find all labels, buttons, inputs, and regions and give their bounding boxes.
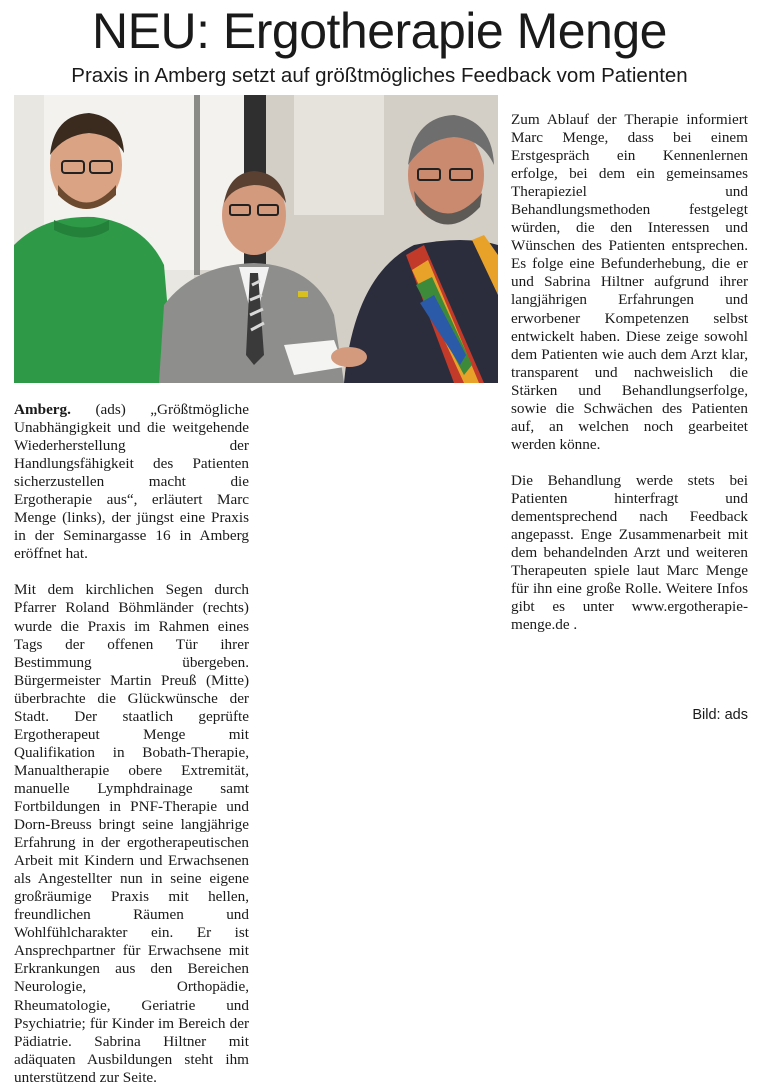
paragraph-treatment: Die Behandlung werde stets bei Patienten hinterfragt und dementsprechend nach Feedback angepasst. Enge Zusammenarbeit mit dem behandelnden Arzt und weiteren Therapeuten spiele laut Marc Menge für ihn eine große Rolle. Weitere Infos gibt es unter www.ergotherapie-menge.de . [511,471,748,634]
article-column-1 [14,401,249,1087]
intro-text: (ads) „Größtmögliche Unabhängigkeit und die weitgehende Wiederherstellung der Handlungsfähigkeit des Patienten sicherzustellen macht die Ergotherapie aus“, erläutert Marc Menge (links), der jüngst eine Praxis in der Seminargasse 16 in Amberg eröffnet hat. [14,401,249,563]
article-column-3 [511,93,748,634]
paragraph-intro [14,401,249,563]
subheadline: Praxis in Amberg setzt auf größtmögliches Feedback vom Patienten [71,64,688,87]
paragraph-blessing: Mit dem kirchlichen Segen durch Pfarrer Roland Böhmländer (rechts) wurde die Praxis im Rahmen eines Tags der offenen Tür ihrer Bestimmung übergeben. Bürgermeister Martin Preuß (Mitte) überbrachte die Glückwünsche der Stadt. Der staatlich geprüfte Ergotherapeut Menge mit Qualifikation in Bobath-Therapie, Manualtherapie obere Extremität, manuelle Lymphdrainage samt Fortbildungen in PNF-Therapie und Dorn-Breuss bringt seine langjährige Erfahrung in der ergotherapeutischen Arbeit mit Kindern und Erwachsenen als Angestellter nun in seine eigene großräumige Praxis mit hellen, freundlichen Räumen und Wohlfühlcharakter ein. Er ist Ansprechpartner für Erwachsene mit Erkrankungen aus den Bereichen Neurologie, Orthopädie, Rheumatologie, Geriatrie und Psychiatrie; für Kinder im Bereich der Pädiatrie. Sabrina Hiltner mit adäquaten Ausbildungen steht ihm unterstützend zur Seite. [14,581,249,1086]
article-photo [14,95,498,383]
dateline: Amberg. [14,401,71,418]
paragraph-therapy-process: Zum Ablauf der Therapie informiert Marc Menge, dass bei einem Erstgespräch ein Kennenlernen erfolge, bei dem ein gemeinsames Therapieziel und Behandlungsmethoden festgelegt würden, die den Interessen und Wünschen des Patienten entsprechen. Es folge eine Befunderhebung, die er und Sabrina Hiltner aufgrund ihrer langjährigen Erfahrungen und erworbener Kompetenzen selbst entwickelt haben. Diese zeige sowohl dem Patienten wie auch dem Arzt klar, transparent und nachweislich die Stärken und Behandlungserfolge, sowie die Schwächen des Patienten auf, an welchen noch gearbeitet werden könne. [511,111,748,453]
headline: NEU: Ergotherapie Menge [92,3,667,59]
photo-credit: Bild: ads [692,707,748,723]
